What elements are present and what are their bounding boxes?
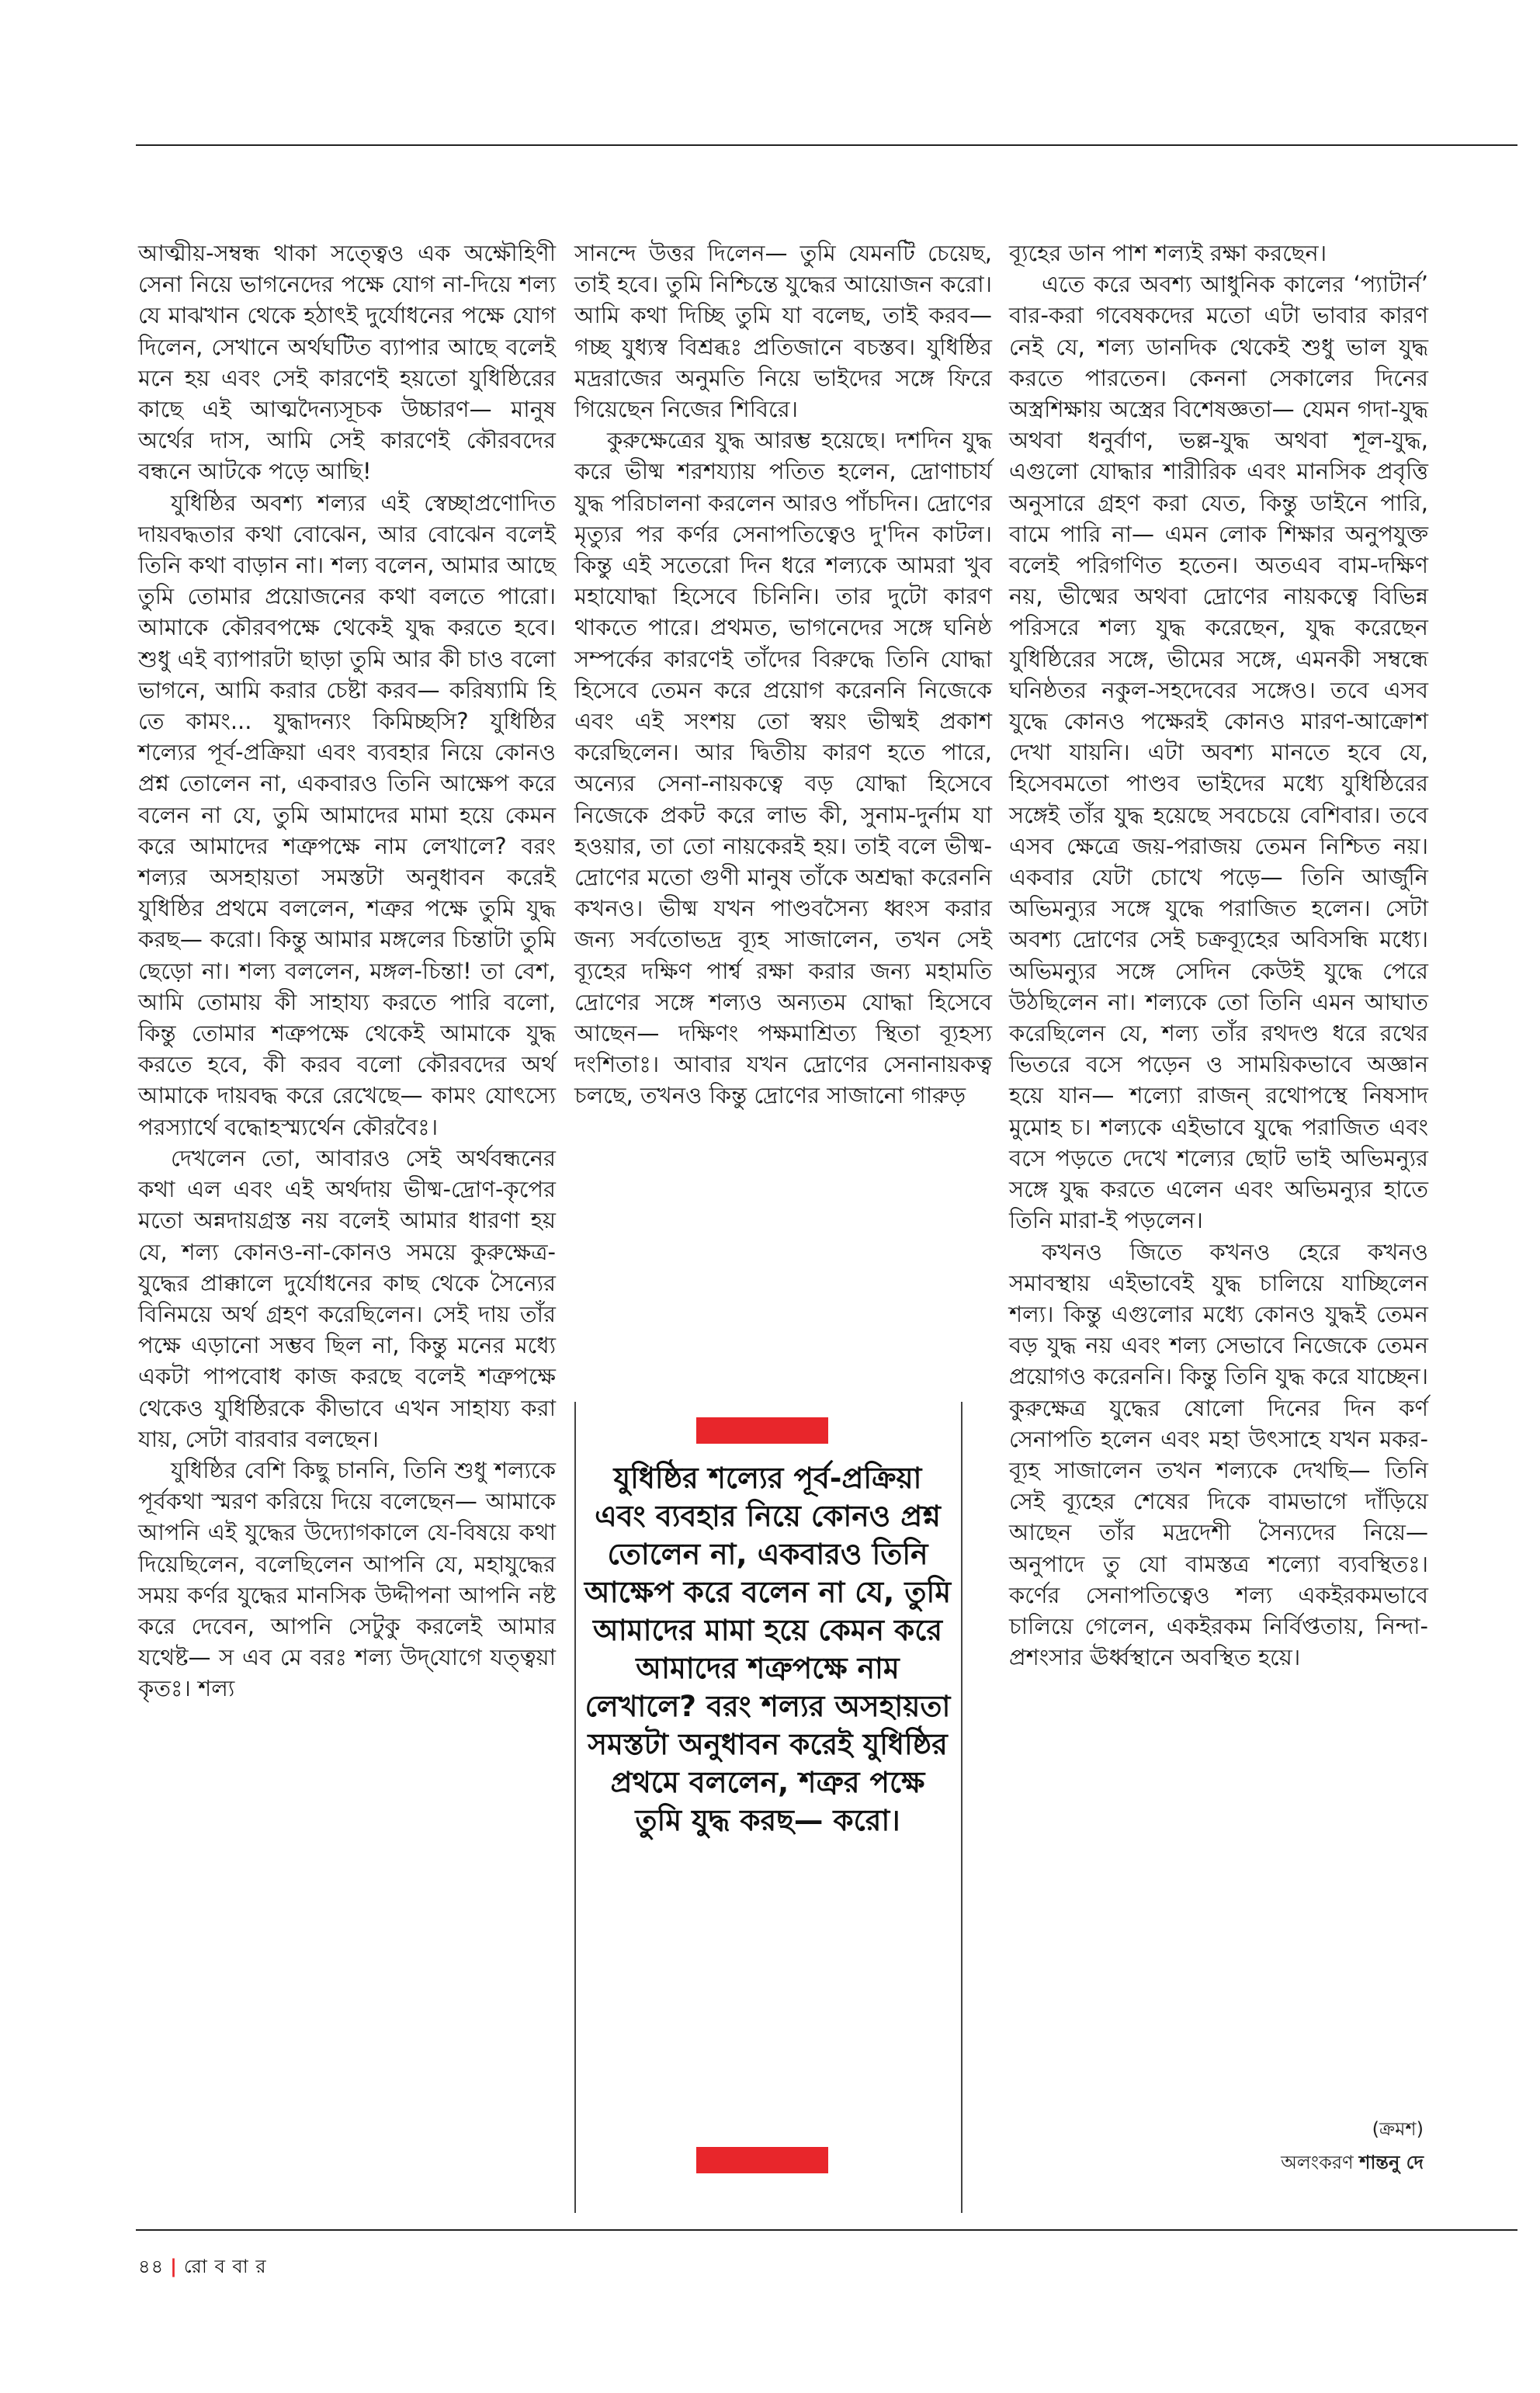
credit-label: অলংকরণ [1281, 2152, 1354, 2173]
paragraph: ব্যূহের ডান পাশ শল্যই রক্ষা করছেন। [1009, 240, 1327, 266]
paragraph: আত্মীয়-সম্বন্ধ থাকা সত্ত্বেও এক অক্ষৌহিণী সেনা নিয়ে ভাগনেদের পক্ষে যোগ না-দিয়ে শল্য যে মাঝখান থেকে হঠাৎই দুর্যোধনের পক্ষে যোগ দিলেন, সেখানে অর্থঘটিত ব্যাপার আছে বলেই মনে হয় এবং সেই কারণেই হয়তো যুধিষ্ঠিরের কাছে এই আত্মদৈন্যসূচক উচ্চারণ— মানুষ অর্থের দাস, আমি সেই কারণেই কৌরবদের বন্ধনে আটকে পড়ে আছি! [138, 240, 556, 485]
article-column-3 [1009, 238, 1428, 1673]
to-be-continued-note: (ক্রমশ) [1372, 2118, 1424, 2140]
paragraph: কখনও জিতে কখনও হেরে কখনও সমাবস্থায় এইভাবেই যুদ্ধ চালিয়ে যাচ্ছিলেন শল্য। কিন্তু এগুলোর মধ্যে কোনও যুদ্ধই তেমন বড় যুদ্ধ নয় এবং শল্য সেভাবে নিজেকে তেমন প্রয়োগও করেননি। কিন্তু তিনি যুদ্ধ করে যাচ্ছেন। কুরুক্ষেত্র যুদ্ধের ষোলো দিনের দিন কর্ণ সেনাপতি হলেন এবং মহা উৎসাহে যখন মকর-ব্যূহ সাজালেন তখন শল্যকে দেখছি— তিনি সেই ব্যূহের শেষের দিকে বামভাগে দাঁড়িয়ে আছেন তাঁর মদ্রদেশী সৈন্যদের নিয়ে— অনুপাদে তু যো বামস্তত্র শল্যো ব্যবস্থিতঃ। কর্ণের সেনাপতিত্বেও শল্য একইরকমভাবে চালিয়ে গেলেন, একইরকম নির্বিপ্ততায়, নিন্দা-প্রশংসার ঊর্ধ্বস্থানে অবস্থিত হয়ে। [1009, 1238, 1428, 1671]
paragraph: এতে করে অবশ্য আধুনিক কালের ‘প্যাটার্ন’ বার-করা গবেষকদের মতো এটা ভাবার কারণ নেই যে, শল্য ডানদিক থেকেই শুধু ভাল যুদ্ধ করতে পারতেন। কেননা সেকালের দিনের অস্ত্রশিক্ষায় অস্ত্রের বিশেষজ্ঞতা— যেমন গদা-যুদ্ধ অথবা ধনুর্বাণ, ভল্ল-যুদ্ধ অথবা শূল-যুদ্ধ, এগুলো যোদ্ধার শারীরিক এবং মানসিক প্রবৃত্তি অনুসারে গ্রহণ করা যেত, কিন্তু ডাইনে পারি, বামে পারি না— এমন লোক শিক্ষার অনুপযুক্ত বলেই পরিগণিত হতেন। অতএব বাম-দক্ষিণ নয়, ভীষ্মের অথবা দ্রোণের নায়কত্বে বিভিন্ন পরিসরে শল্য যুদ্ধ করেছেন, যুদ্ধ করেছেন যুধিষ্ঠিরের সঙ্গে, ভীমের সঙ্গে, এমনকী সম্বন্ধে ঘনিষ্ঠতর নকুল-সহদেবের সঙ্গেও। তবে এসব যুদ্ধে কোনও পক্ষেরই কোনও মারণ-আক্রোশ দেখা যায়নি। এটা অবশ্য মানতে হবে যে, হিসেবমতো পাণ্ডব ভাইদের মধ্যে যুধিষ্ঠিরের সঙ্গেই তাঁর যুদ্ধ হয়েছে সবচেয়ে বেশিবার। তবে এসব ক্ষেত্রে জয়-পরাজয় তেমন নিশ্চিত নয়। একবার যেটা চোখে পড়ে— তিনি আর্জুনি অভিমন্যুর সঙ্গে যুদ্ধে পরাজিত হলেন। সেটা অবশ্য দ্রোণের সেই চক্রব্যূহের অবিসন্ধি মধ্যে। অভিমন্যুর সঙ্গে সেদিন কেউই যুদ্ধে পেরে উঠছিলেন না। শল্যকে তো তিনি এমন আঘাত করেছিলেন যে, শল্য তাঁর রথদণ্ড ধরে রথের ভিতরে বসে পড়েন ও সাময়িকভাবে অজ্ঞান হয়ে যান— শল্যো রাজন্‌ রথোপস্থে নিষসাদ মুমোহ চ। শল্যকে এইভাবে যুদ্ধে পরাজিত এবং বসে পড়তে দেখে শল্যের ছোট ভাই অভিমন্যুর সঙ্গে যুদ্ধ করতে এলেন এবং অভিমন্যুর হাতে তিনি মারা-ই পড়লেন। [1009, 271, 1428, 1234]
article-column-2 [574, 238, 992, 1112]
illustration-credit [1281, 2148, 1424, 2180]
article-column-1 [138, 238, 556, 1705]
footer-separator: | [170, 2256, 178, 2277]
top-rule [136, 144, 1517, 146]
pull-quote: যুধিষ্ঠির শল্যের পূর্ব-প্রক্রিয়া এবং ব্যবহার নিয়ে কোনও প্রশ্ন তোলেন না, একবারও তিনি আক্ষেপ করে বলেন না যে, তুমি আমাদের মামা হয়ে কেমন করে আমাদের শত্রুপক্ষে নাম লেখালে? বরং শল্যর অসহায়তা সমস্তটা অনুধাবন করেই যুধিষ্ঠির প্রথমে বললেন, শত্রুর পক্ষে তুমি যুদ্ধ করছ— করো। [584, 1461, 952, 1837]
paragraph: কুরুক্ষেত্রের যুদ্ধ আরম্ভ হয়েছে। দশদিন যুদ্ধ করে ভীষ্ম শরশয্যায় পতিত হলেন, দ্রোণাচার্য যুদ্ধ পরিচালনা করলেন আরও পাঁচদিন। দ্রোণের মৃত্যুর পর কর্ণর সেনাপতিত্বেও দু'দিন কাটল। কিন্তু এই সতেরো দিন ধরে শল্যকে আমরা খুব মহাযোদ্ধা হিসেবে চিনিনি। তার দুটো কারণ থাকতে পারে। প্রথমত, ভাগনেদের সঙ্গে ঘনিষ্ঠ সম্পর্কের কারণেই তাঁদের বিরুদ্ধে তিনি যোদ্ধা হিসেবে তেমন করে প্রয়োগ করেননি নিজেকে এবং এই সংশয় তো স্বয়ং ভীষ্মই প্রকাশ করেছিলেন। আর দ্বিতীয় কারণ হতে পারে, অন্যের সেনা-নায়কত্বে বড় যোদ্ধা হিসেবে নিজেকে প্রকট করে লাভ কী, সুনাম-দুর্নাম যা হওয়ার, তা তো নায়কেরই হয়। তাই বলে ভীষ্ম-দ্রোণের মতো গুণী মানুষ তাঁকে অশ্রদ্ধা করেননি কখনও। ভীষ্ম যখন পাণ্ডবসৈন্য ধ্বংস করার জন্য সর্বতোভদ্র ব্যূহ সাজালেন, তখন সেই ব্যূহের দক্ষিণ পার্শ্ব রক্ষা করার জন্য মহামতি দ্রোণের সঙ্গে শল্যও অন্যতম যোদ্ধা হিসেবে আছেন— দক্ষিণং পক্ষমাশ্রিত্য স্থিতা ব্যূহস্য দংশিতাঃ। আবার যখন দ্রোণের সেনানায়কত্ব চলছে, তখনও কিন্তু দ্রোণের সাজানো গারুড় [574, 427, 992, 1109]
page-footer [138, 2253, 267, 2284]
pullquote-left-rule [574, 1402, 576, 2213]
paragraph: যুধিষ্ঠির বেশি কিছু চাননি, তিনি শুধু শল্যকে পূর্বকথা স্মরণ করিয়ে দিয়ে বলেছেন— আমাকে আপনি এই যুদ্ধের উদ্যোগকালে যে-বিষয়ে কথা দিয়েছিলেন, বলেছিলেন আপনি যে, মহাযুদ্ধের সময় কর্ণর যুদ্ধের মানসিক উদ্দীপনা আপনি নষ্ট করে দেবেন, আপনি সেটুকু করলেই আমার যথেষ্ট— স এব মে বরঃ শল্য উদ্‌যোগে যত্ত্বয়া কৃতঃ। শল্য [138, 1456, 556, 1702]
bottom-rule [136, 2229, 1517, 2231]
paragraph: যুধিষ্ঠির অবশ্য শল্যর এই স্বেচ্ছাপ্রণোদিত দায়বদ্ধতার কথা বোঝেন, আর বোঝেন বলেই তিনি কথা বাড়ান না। শল্য বলেন, আমার আছে তুমি তোমার প্রয়োজনের কথা বলতে পারো। আমাকে কৌরবপক্ষে থেকেই যুদ্ধ করতে হবে। শুধু এই ব্যাপারটা ছাড়া তুমি আর কী চাও বলো ভাগনে, আমি করার চেষ্টা করব— করিষ্যামি হি তে কামং... যুদ্ধাদন্যং কিমিচ্ছসি? যুধিষ্ঠির শল্যের পূর্ব-প্রক্রিয়া এবং ব্যবহার নিয়ে কোনও প্রশ্ন তোলেন না, একবারও তিনি আক্ষেপ করে বলেন না যে, তুমি আমাদের মামা হয়ে কেমন করে আমাদের শত্রুপক্ষে নাম লেখালে? বরং শল্যর অসহায়তা সমস্তটা অনুধাবন করেই যুধিষ্ঠির প্রথমে বললেন, শত্রুর পক্ষে তুমি যুদ্ধ করছ— করো। কিন্তু আমার মঙ্গলের চিন্তাটা তুমি ছেড়ো না। শল্য বললেন, মঙ্গল-চিন্তা! তা বেশ, আমি তোমায় কী সাহায্য করতে পারি বলো, কিন্তু তোমার শত্রুপক্ষে থেকেই আমাকে যুদ্ধ করতে হবে, কী করব বলো কৌরবদের অর্থ আমাকে দায়বদ্ধ করে রেখেছে— কামং যোৎস্যে পরস্যার্থে বদ্ধোহস্ম্যর্থেন কৌরবৈঃ। [138, 489, 556, 1140]
magazine-name: রো ব বা র [183, 2256, 267, 2277]
pullquote-bottom-bar [696, 2147, 828, 2173]
credit-artist: শান্তনু দে [1359, 2152, 1424, 2173]
paragraph: সানন্দে উত্তর দিলেন— তুমি যেমনটি চেয়েছ, তাই হবে। তুমি নিশ্চিন্তে যুদ্ধের আয়োজন করো। আমি কথা দিচ্ছি তুমি যা বলেছ, তাই করব— গচ্ছ যুধ্যস্ব বিশ্রব্ধঃ প্রতিজানে বচস্তব। যুধিষ্ঠির মদ্ররাজের অনুমতি নিয়ে ভাইদের সঙ্গে ফিরে গিয়েছেন নিজের শিবিরে। [574, 240, 992, 423]
pullquote-top-bar [696, 1417, 828, 1444]
paragraph: দেখলেন তো, আবারও সেই অর্থবন্ধনের কথা এল এবং এই অর্থদায় ভীষ্ম-দ্রোণ-কৃপের মতো অন্নদায়গ্রস্ত নয় বলেই আমার ধারণা হয় যে, শল্য কোনও-না-কোনও সময়ে কুরুক্ষেত্র-যুদ্ধের প্রাক্কালে দুর্যোধনের কাছ থেকে সৈন্যের বিনিময়ে অর্থ গ্রহণ করেছিলেন। সেই দায় তাঁর পক্ষে এড়ানো সম্ভব ছিল না, কিন্তু মনের মধ্যে একটা পাপবোধ কাজ করছে বলেই শত্রুপক্ষে থেকেও যুধিষ্ঠিরকে কীভাবে এখন সাহায্য করা যায়, সেটা বারবার বলছেন। [138, 1144, 556, 1452]
pullquote-right-rule [961, 1402, 962, 2213]
page-number: ৪৪ [138, 2256, 165, 2277]
